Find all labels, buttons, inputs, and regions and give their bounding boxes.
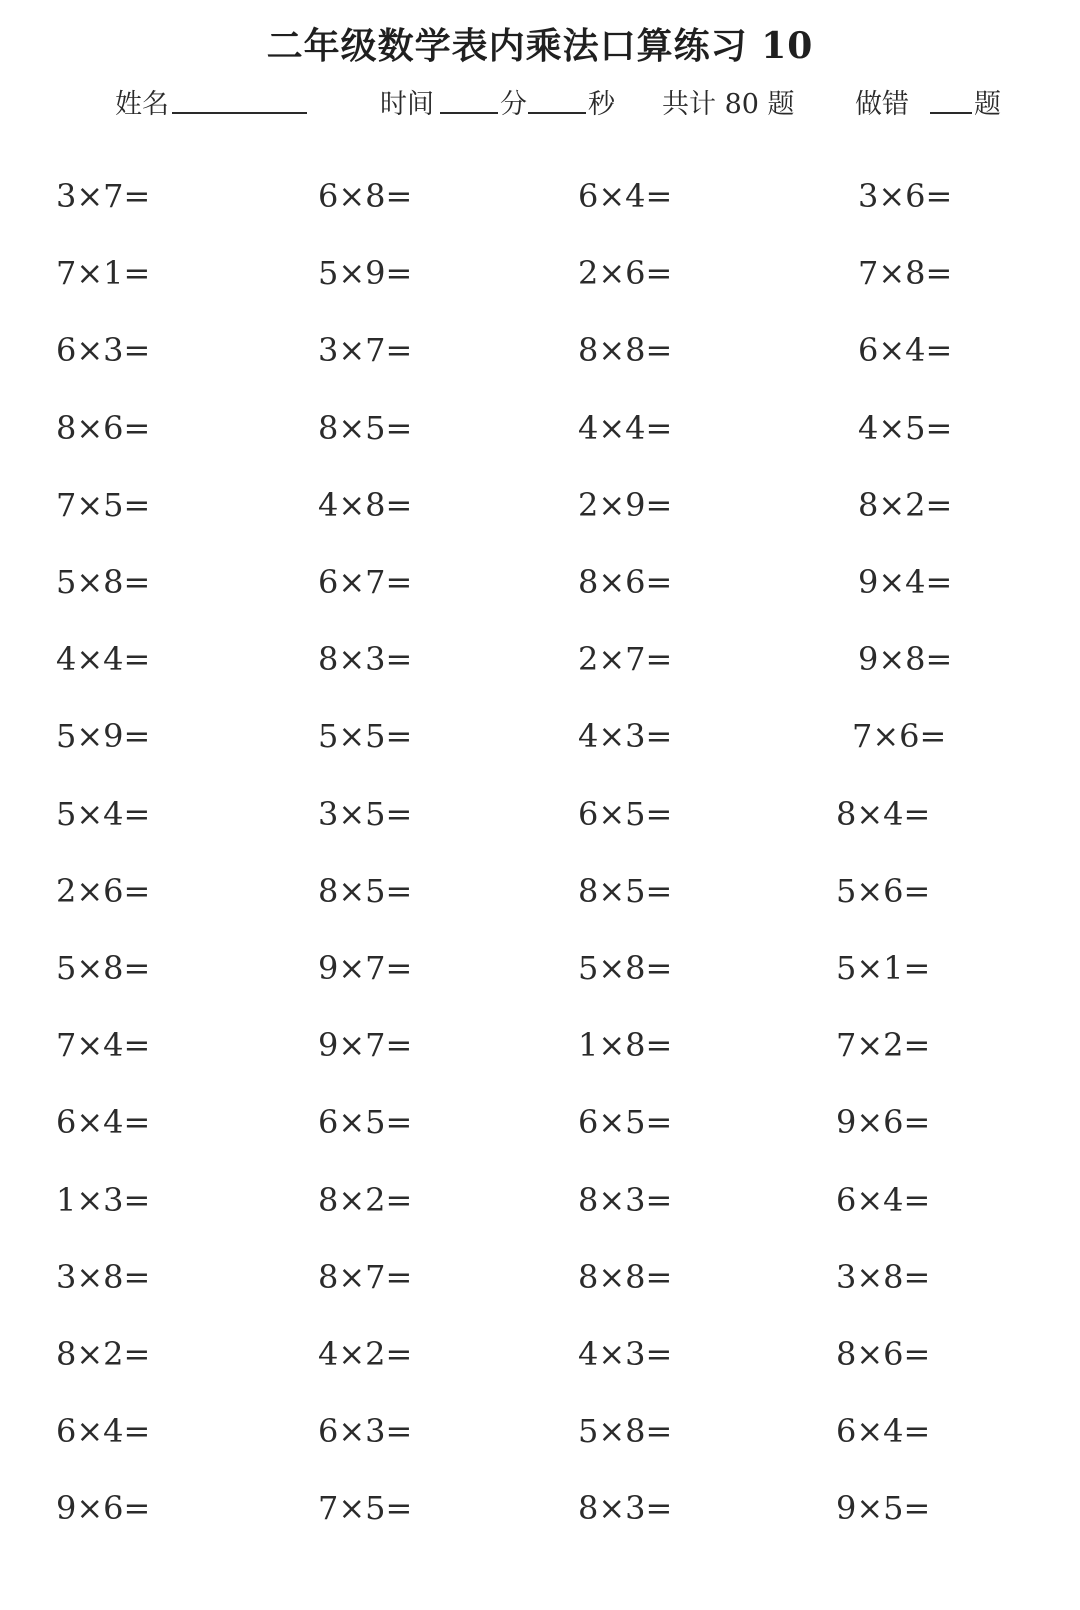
problem-r14-c4: 6×4= [836, 1180, 931, 1219]
problem-r6-c1: 5×8= [56, 563, 151, 601]
problem-r5-c4: 8×2= [858, 485, 953, 524]
problem-r13-c4: 9×6= [836, 1103, 931, 1142]
problem-r5-c2: 4×8= [318, 485, 413, 524]
problem-r18-c4: 9×5= [836, 1489, 931, 1528]
problem-r1-c1: 3×7= [56, 177, 151, 215]
problem-r12-c2: 9×7= [318, 1026, 413, 1065]
problem-r14-c2: 8×2= [318, 1180, 413, 1219]
problem-r8-c1: 5×9= [56, 717, 151, 756]
problem-r4-c1: 8×6= [56, 408, 151, 447]
problem-r9-c1: 5×4= [56, 794, 151, 833]
problem-r4-c2: 8×5= [318, 408, 413, 447]
problem-r17-c3: 5×8= [578, 1412, 673, 1451]
problem-r13-c1: 6×4= [56, 1103, 151, 1142]
problem-r10-c4: 5×6= [836, 871, 931, 910]
problem-r16-c4: 8×6= [836, 1335, 931, 1373]
problem-r1-c4: 3×6= [858, 177, 953, 215]
problem-r16-c1: 8×2= [56, 1335, 151, 1373]
problem-r16-c2: 4×2= [318, 1335, 413, 1373]
problem-r13-c3: 6×5= [578, 1103, 673, 1142]
problem-r10-c3: 8×5= [578, 871, 673, 910]
problem-r11-c1: 5×8= [56, 949, 151, 987]
problem-r2-c4: 7×8= [858, 254, 953, 293]
problem-r2-c1: 7×1= [56, 254, 151, 293]
problem-r17-c2: 6×3= [318, 1412, 413, 1451]
page-title: 二年级数学表内乘法口算练习 10 [266, 25, 814, 67]
problem-r9-c3: 6×5= [578, 794, 673, 833]
problem-r4-c3: 4×4= [578, 408, 673, 447]
problem-r15-c3: 8×8= [578, 1257, 673, 1296]
problem-r1-c2: 6×8= [318, 177, 413, 215]
problem-r14-c3: 8×3= [578, 1180, 673, 1219]
problem-r11-c2: 9×7= [318, 949, 413, 987]
problem-r6-c3: 8×6= [578, 563, 673, 601]
problem-r17-c4: 6×4= [836, 1412, 931, 1451]
problem-r10-c1: 2×6= [56, 871, 151, 910]
problem-r12-c1: 7×4= [56, 1026, 151, 1065]
problem-r5-c3: 2×9= [578, 485, 673, 524]
problem-r18-c2: 7×5= [318, 1489, 413, 1528]
problem-r14-c1: 1×3= [56, 1180, 151, 1219]
problem-r7-c3: 2×7= [578, 640, 673, 679]
errors-unit-label: 题 [974, 89, 1001, 120]
second-label: 秒 [588, 89, 615, 120]
problem-r9-c4: 8×4= [836, 794, 931, 833]
problem-r15-c1: 3×8= [56, 1257, 151, 1296]
problem-r1-c3: 6×4= [578, 177, 673, 215]
problem-r12-c3: 1×8= [578, 1026, 673, 1065]
problem-r3-c2: 3×7= [318, 331, 413, 370]
minute-label: 分 [500, 89, 527, 120]
problem-r15-c4: 3×8= [836, 1257, 931, 1296]
problem-r3-c3: 8×8= [578, 331, 673, 370]
time-label: 时间 [380, 89, 434, 120]
errors-label: 做错 [855, 89, 909, 120]
problem-r15-c2: 8×7= [318, 1257, 413, 1296]
total-count-label: 共计 80 题 [662, 89, 795, 120]
problem-r7-c1: 4×4= [56, 640, 151, 679]
problem-r4-c4: 4×5= [858, 408, 953, 447]
problem-r2-c2: 5×9= [318, 254, 413, 293]
problem-r6-c4: 9×4= [858, 563, 953, 601]
problem-r13-c2: 6×5= [318, 1103, 413, 1142]
problem-r2-c3: 2×6= [578, 254, 673, 293]
problem-r11-c3: 5×8= [578, 949, 673, 987]
problem-r10-c2: 8×5= [318, 871, 413, 910]
problem-r16-c3: 4×3= [578, 1335, 673, 1373]
problem-r8-c3: 4×3= [578, 717, 673, 756]
problem-r18-c3: 8×3= [578, 1489, 673, 1528]
problem-r17-c1: 6×4= [56, 1412, 151, 1451]
problem-r11-c4: 5×1= [836, 949, 931, 987]
problem-r5-c1: 7×5= [56, 485, 151, 524]
problem-r3-c1: 6×3= [56, 331, 151, 370]
problem-r18-c1: 9×6= [56, 1489, 151, 1528]
cut-off-problem [56, 1592, 156, 1610]
problem-r3-c4: 6×4= [858, 331, 953, 370]
problem-r9-c2: 3×5= [318, 794, 413, 833]
problem-r6-c2: 6×7= [318, 563, 413, 601]
problem-r8-c4: 7×6= [852, 717, 947, 756]
problem-r7-c4: 9×8= [858, 640, 953, 679]
name-label: 姓名 [115, 89, 169, 120]
problem-r12-c4: 7×2= [836, 1026, 931, 1065]
problem-r8-c2: 5×5= [318, 717, 413, 756]
problem-r7-c2: 8×3= [318, 640, 413, 679]
